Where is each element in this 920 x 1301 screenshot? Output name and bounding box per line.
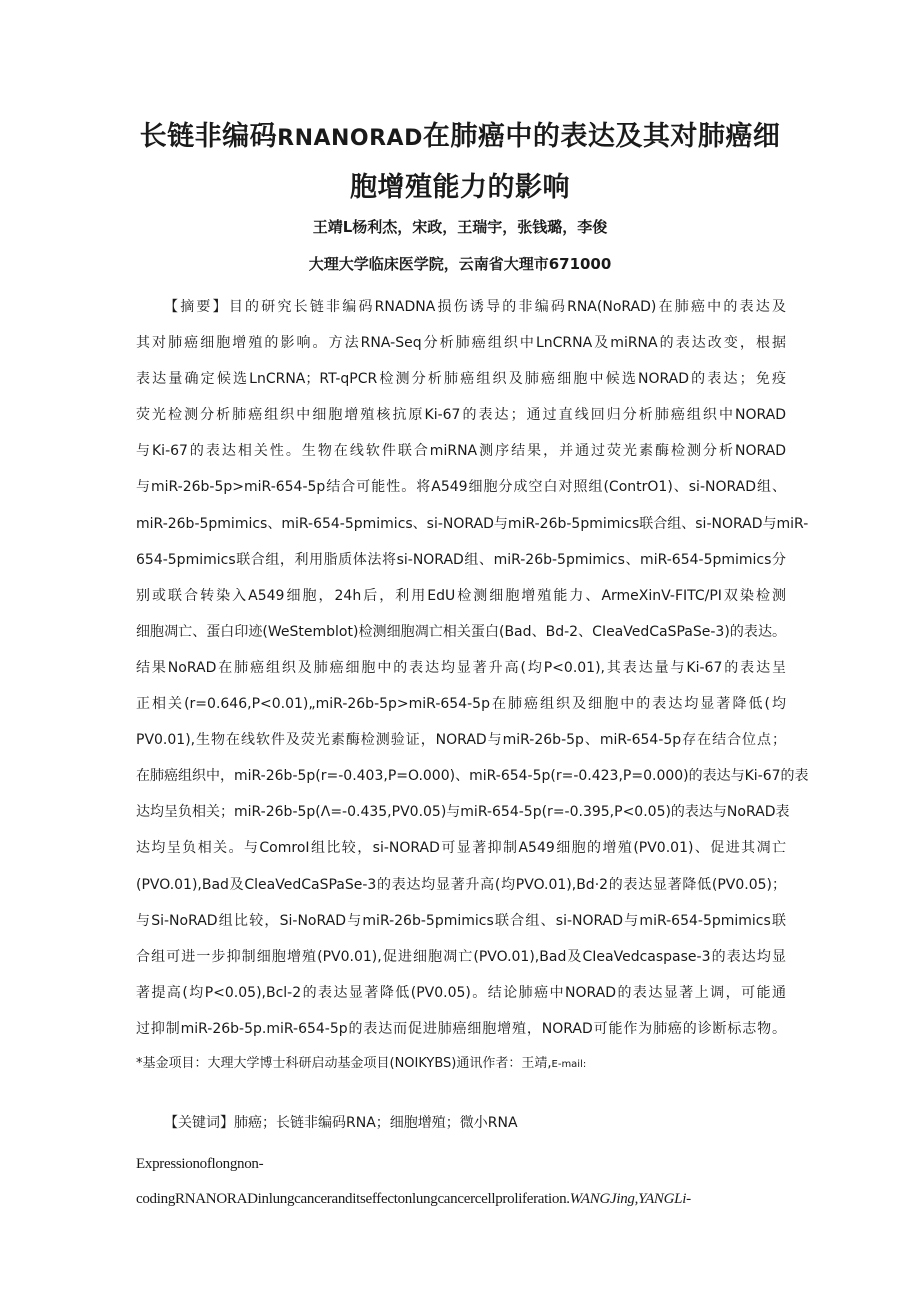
abstract-line: 著提高(均P<0.05),Bcl-2的表达显著降低(PV0.05)。结论肺癌中NORAD的表达显著上调，可能通 — [136, 984, 786, 1001]
keywords-text: 肺癌；长链非编码RNA；细胞增殖；微小RNA — [234, 1115, 518, 1131]
abstract-line: (PVO.01),Bad及CleaVedCaSPaSe-3的表达均显著升高(均PVO.01),Bd·2的表达显著降低(PV0.05)； — [136, 876, 786, 893]
abstract-line: 与Si-NoRAD组比较，Si-NoRAD与miR-26b-5pmimics联合组、si-NORAD与miR-654-5pmimics联 — [136, 912, 786, 929]
abstract-line: 达均呈负相关；miR-26b-5p(Λ=-0.435,PV0.05)与miR-654-5p(r=-0.395,P<0.05)的表达与NoRAD表 — [136, 804, 790, 821]
english-title-line-1: Expressionoflongnon- — [136, 1156, 264, 1172]
abstract-line: 654-5pmimics联合组，利用脂质体法将si-NORAD组、miR-26b-5pmimics、miR-654-5pmimics分 — [136, 551, 786, 568]
keywords-label: 【关键词】 — [164, 1115, 234, 1131]
abstract-line: 结果NoRAD在肺癌组织及肺癌细胞中的表达均显著升高(均P<0.01),其表达量与Ki-67的表达呈 — [136, 659, 786, 676]
abstract-line: 荧光检测分析肺癌组织中细胞增殖核抗原Ki-67的表达；通过直线回归分析肺癌组织中NORAD — [136, 407, 786, 424]
english-authors: WANGJing,YANGLi- — [569, 1191, 691, 1207]
abstract-line: 表达量确定候选LnCRNA；RT-qPCR检测分析肺癌组织及肺癌细胞中候选NORAD的表达；免疫 — [136, 371, 786, 388]
paper-title-line-1 — [60, 114, 860, 153]
paper-title-line-2: 胞增殖能力的影响 — [350, 172, 570, 203]
abstract-label: 【摘要】 — [164, 299, 229, 315]
affiliation: 大理大学临床医学院，云南省大理市671000 — [308, 255, 612, 273]
abstract-line: 与Ki-67的表达相关性。生物在线软件联合miRNA测序结果，并通过荧光素酶检测分析NORAD — [136, 443, 786, 460]
abstract-line: 达均呈负相关。与ComroI组比较，si-NORAD可显著抑制A549细胞的增殖(PV0.01)、促进其凋亡 — [136, 840, 786, 857]
english-title-text: codingRNANORADinlungcanceranditseffectonlungcancercellproliferation. — [136, 1191, 570, 1207]
abstract-line: 正相关(r=0.646,P<0.01)„miR-26b-5p>miR-654-5p在肺癌组织及细胞中的表达均显著降低(均 — [136, 696, 786, 713]
abstract-line: miR-26b-5pmimics、miR-654-5pmimics、si-NORAD与miR-26b-5pmimics联合组、si-NORAD与miR- — [136, 515, 809, 532]
abstract-line: PV0.01),生物在线软件及荧光素酶检测验证，NORAD与miR-26b-5p、miR-654-5p存在结合位点； — [136, 732, 786, 749]
footnote-email-label: E-mail: — [551, 1059, 587, 1070]
abstract-line: 在肺癌组织中，miR-26b-5p(r=-0.403,P=O.000)、miR-654-5p(r=-0.423,P=0.000)的表达与Ki-67的表 — [136, 768, 809, 785]
author-list: 王靖L杨利杰，宋政，王瑞宇，张钱璐，李俊 — [312, 218, 608, 236]
abstract-line: 其对肺癌细胞增殖的影响。方法RNA-Seq分析肺癌组织中LnCRNA及miRNA的表达改变，根据 — [136, 335, 786, 352]
abstract-line: 别或联合转染入A549细胞，24h后，利用EdU检测细胞增殖能力、ArmeXinV-FITC/PI双染检测 — [136, 587, 786, 604]
abstract-line: 【摘要】目的研究长链非编码RNADNA损伤诱导的非编码RNA(NoRAD)在肺癌中的表达及 — [164, 299, 786, 315]
abstract-line: 合组可进一步抑制细胞增殖(PV0.01),促进细胞凋亡(PVO.01),Bad及CIeaVedcaspase-3的表达均显 — [136, 948, 786, 965]
abstract-line: 与miR-26b-5p>miR-654-5p结合可能性。将A549细胞分成空白对照组(ContrO1)、si-NORAD组、 — [136, 479, 786, 496]
funding-footnote — [136, 1052, 586, 1071]
abstract-line: 过抑制miR-26b-5p.miR-654-5p的表达而促进肺癌细胞增殖，NORAD可能作为肺癌的诊断标志物。 — [136, 1020, 786, 1037]
keywords-line — [164, 1112, 518, 1132]
footnote-text: *基金项目：大理大学博士科研启动基金项目(NOIKYBS)通讯作者：王靖, — [136, 1056, 552, 1071]
title-english-term: RNANORAD — [277, 126, 423, 151]
title-suffix: 在肺癌中的表达及其对肺癌细 — [422, 121, 781, 152]
english-title-line-2 — [136, 1191, 691, 1208]
abstract-block — [136, 289, 809, 1047]
abstract-line: 细胞凋亡、蛋白印迹(WeStemblot)检测细胞凋亡相关蛋白(Bad、Bd-2、CIeaVedCaSPaSe-3)的表达。 — [136, 623, 786, 640]
title-prefix: 长链非编码 — [139, 121, 278, 152]
